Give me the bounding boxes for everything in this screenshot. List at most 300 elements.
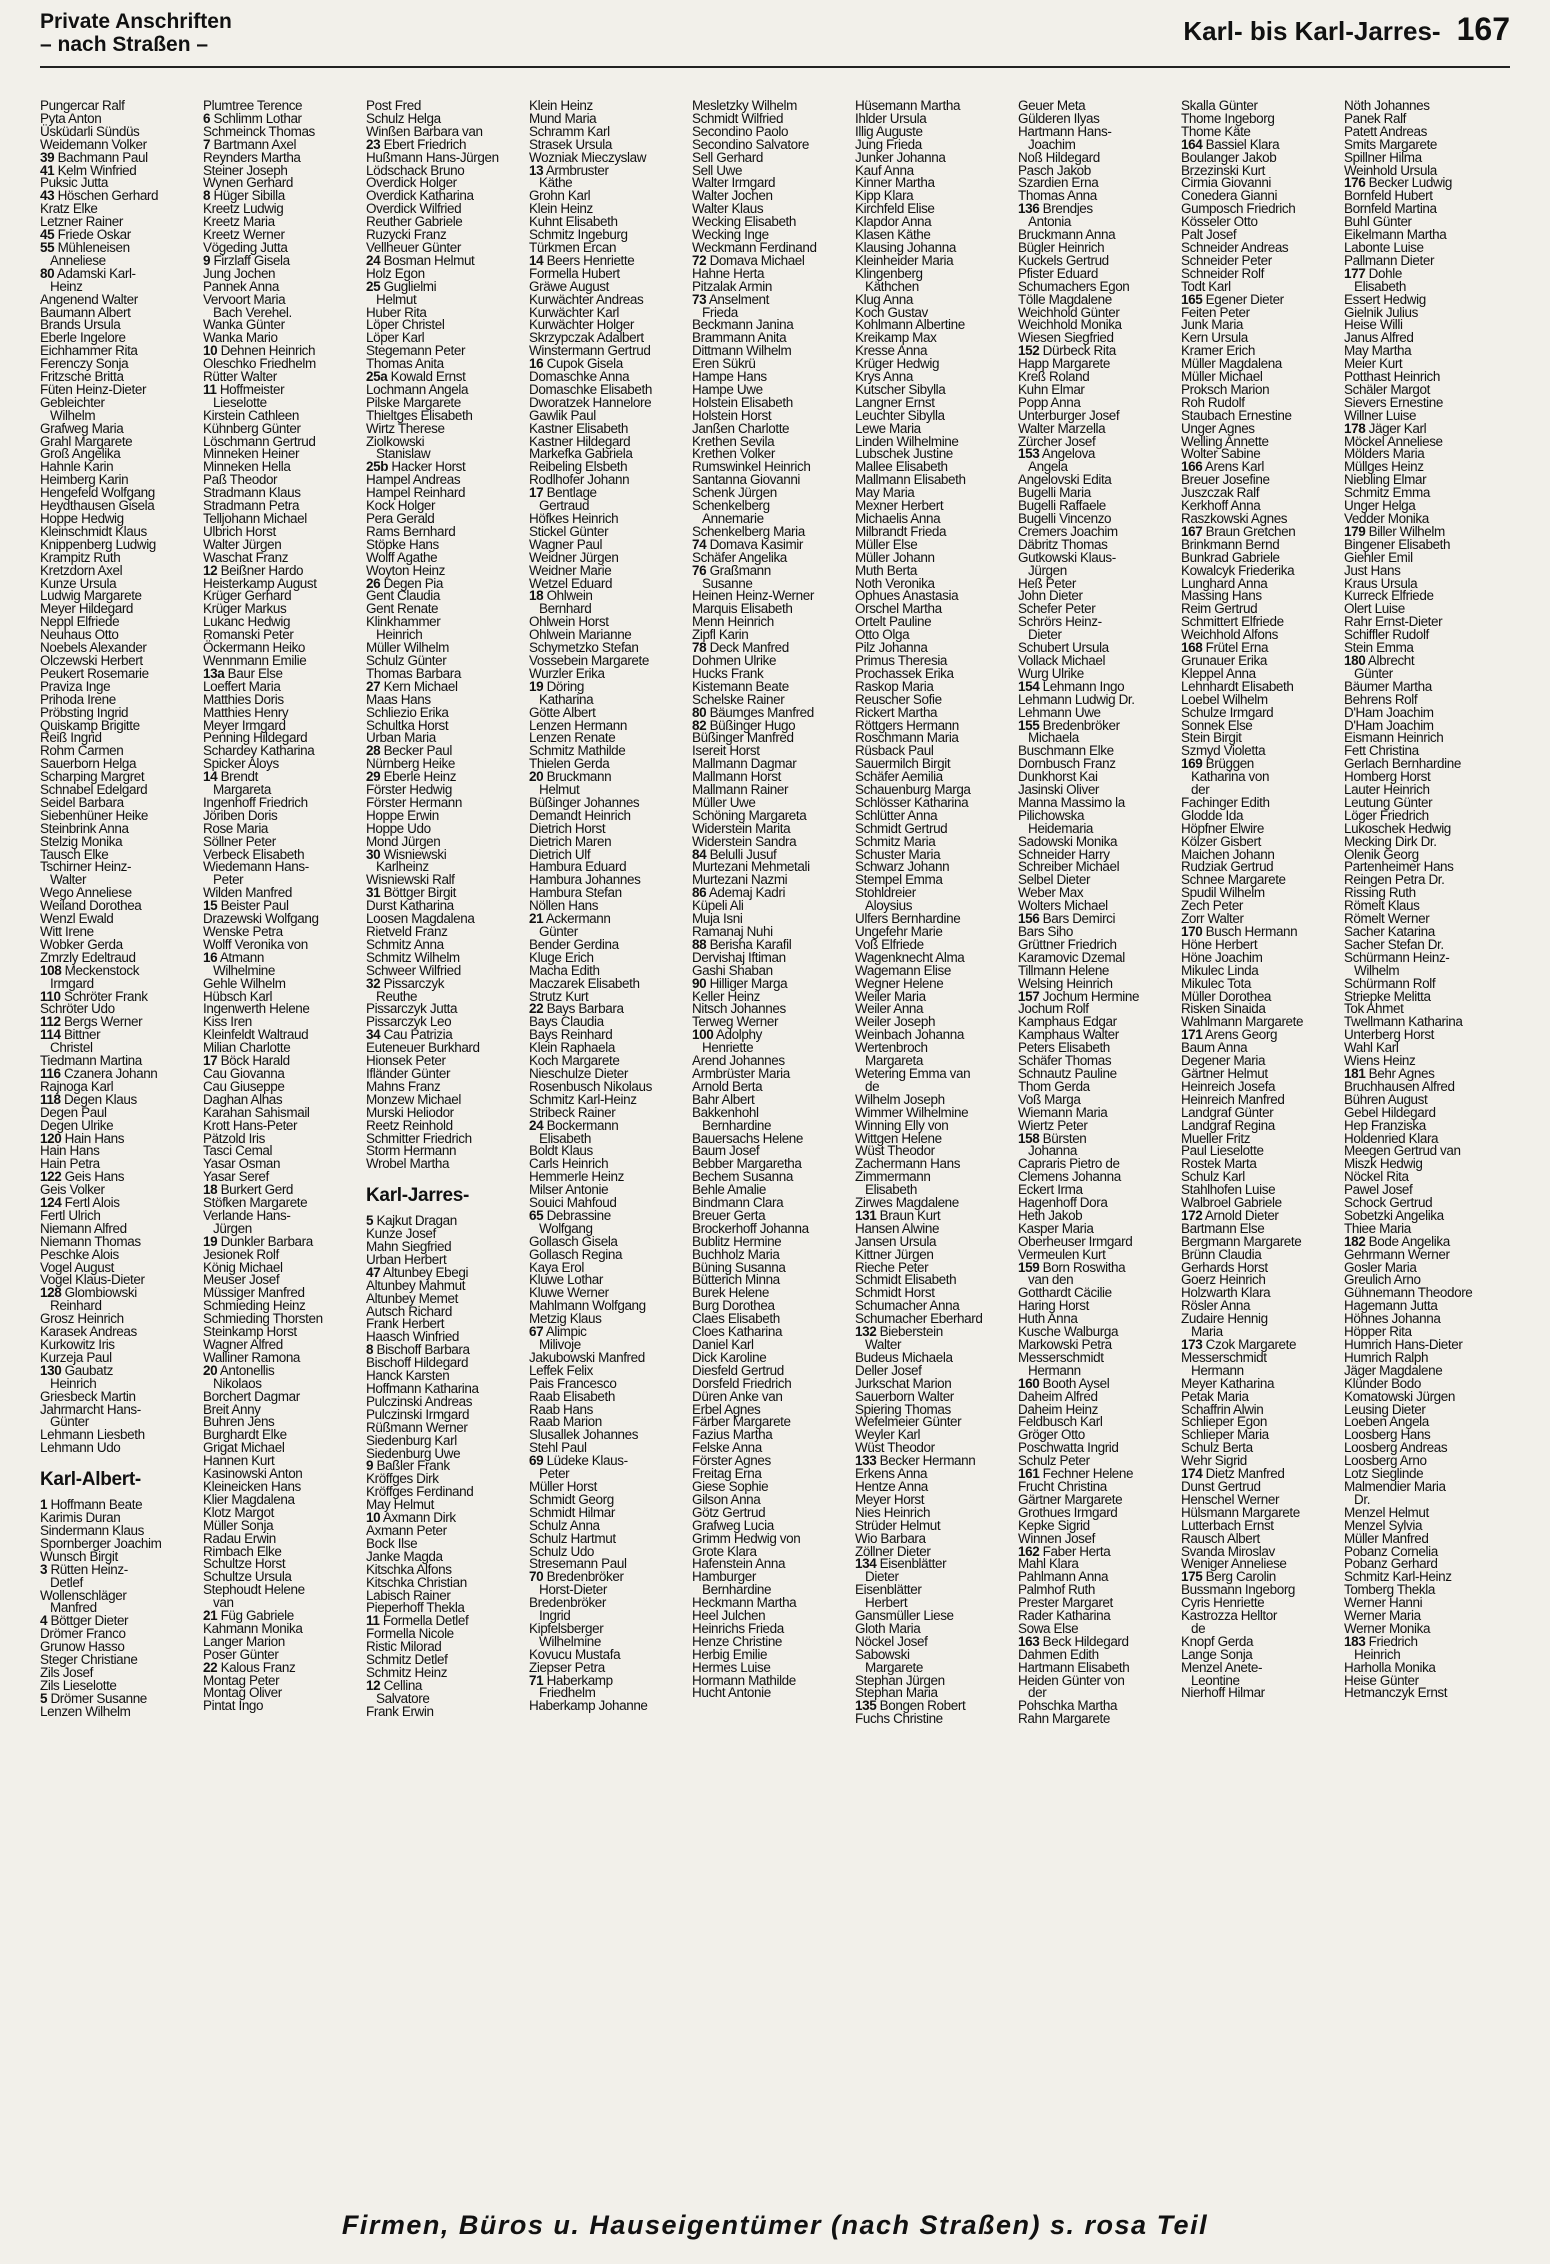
house-number: 3 (40, 1561, 48, 1577)
resident-entry: Schneider Harry (1018, 846, 1110, 862)
resident-entry: Zudaire Hennig (1181, 1311, 1268, 1327)
resident-entry: Arnold Berta (692, 1078, 763, 1094)
house-number: 21 (529, 911, 544, 927)
resident-entry: Holzwarth Klara (1181, 1285, 1271, 1301)
resident-entry: Bauersachs Helene (692, 1130, 804, 1146)
resident-entry: Buschmann Elke (1018, 743, 1114, 759)
resident-entry: Ludwig Margarete (40, 588, 142, 604)
resident-entry: Burghardt Elke (203, 1427, 287, 1443)
resident-entry: Nöth Johannes (1344, 100, 1430, 113)
resident-entry: Plumtree Terence (203, 100, 303, 113)
resident-entry: Hionsek Peter (366, 1053, 446, 1069)
resident-entry: Zimmermann (855, 1169, 931, 1185)
house-entry: 1 Hoffmann Beate (40, 1497, 143, 1513)
resident-entry: Sell Gerhard (692, 149, 763, 165)
house-number: 86 (692, 885, 707, 901)
entry-continuation: Milivoje (539, 1337, 581, 1352)
house-entry: 24 Bockermann (529, 1117, 619, 1133)
resident-entry: Henze Christine (692, 1633, 783, 1649)
house-number: 84 (692, 846, 707, 862)
resident-entry: Frank Erwin (366, 1703, 434, 1719)
house-number: 134 (855, 1556, 877, 1572)
resident-entry: Yasar Osman (203, 1156, 281, 1172)
resident-entry: Pilz Johanna (855, 640, 928, 656)
resident-entry: Greulich Arno (1344, 1272, 1421, 1288)
resident-entry: Wanka Günter (203, 317, 285, 333)
house-number: 16 (529, 356, 544, 372)
resident-entry: Lehmann Ludwig Dr. (1018, 691, 1135, 707)
resident-entry: Stöpke Hans (366, 536, 439, 552)
resident-entry: Mallmann Horst (692, 769, 781, 785)
resident-entry: Lauter Heinrich (1344, 782, 1430, 798)
resident-entry: Gosler Maria (1344, 1259, 1417, 1275)
entry-continuation: Dr. (1354, 1491, 1371, 1507)
resident-entry: Dorsfeld Friedrich (692, 1375, 792, 1391)
entry-continuation: Bernhardine (702, 1117, 772, 1133)
house-entry: 17 Böck Harald (203, 1053, 290, 1069)
entry-continuation: Leontine (1191, 1672, 1240, 1688)
resident-entry: Verbeck Elisabeth (203, 846, 305, 862)
resident-entry: Svanda Miroslav (1181, 1543, 1275, 1559)
house-entry: 14 Beers Henriette (529, 252, 635, 268)
resident-entry: Rodlhofer Johann (529, 472, 630, 488)
house-entry: 55 Mühleneisen (40, 239, 130, 255)
house-number: 80 (692, 704, 707, 720)
house-number: 112 (40, 1014, 61, 1030)
resident-entry: Müller Horst (529, 1478, 597, 1494)
resident-entry: Kamphaus Edgar (1018, 1014, 1117, 1030)
resident-entry: Kahmann Monika (203, 1620, 303, 1636)
resident-entry: Kurkowitz Iris (40, 1337, 115, 1352)
resident-entry: Kurwächter Holger (529, 317, 634, 333)
entry-continuation: Heinrich (50, 1375, 97, 1391)
resident-entry: Rudziak Gertrud (1181, 859, 1274, 875)
house-entry: 132 Bieberstein (855, 1324, 943, 1340)
resident-entry: Klasen Käthe (855, 227, 931, 243)
entry-continuation: de (1191, 1620, 1206, 1636)
entry-continuation: Karlheinz (376, 859, 429, 875)
resident-entry: Tasci Cemal (203, 1143, 273, 1159)
house-number: 114 (40, 1027, 61, 1043)
resident-entry: Janke Magda (366, 1548, 443, 1564)
house-number: 70 (529, 1569, 544, 1585)
house-entry: 65 Debrassine (529, 1207, 611, 1223)
resident-entry: Kastrozza Helltor (1181, 1608, 1277, 1624)
house-entry: 11 Formella Detlef (366, 1613, 469, 1629)
resident-entry: Füten Heinz-Dieter (40, 381, 147, 397)
resident-entry: Felske Anna (692, 1440, 762, 1456)
resident-entry: Kurwächter Karl (529, 304, 620, 320)
resident-entry: Spudil Wilhelm (1181, 885, 1265, 901)
entry-continuation: Stanislaw (376, 446, 431, 462)
resident-entry: Kasper Maria (1018, 1220, 1094, 1236)
resident-entry: Schnautz Pauline (1018, 1065, 1117, 1081)
resident-entry: Woyton Heinz (366, 562, 445, 578)
entry-continuation: Wilhelm (50, 407, 96, 423)
resident-entry: Hetmanczyk Ernst (1344, 1685, 1448, 1701)
house-number: 5 (40, 1690, 48, 1706)
resident-entry: Kutscher Sibylla (855, 381, 946, 397)
house-entry: 134 Eisenblätter (855, 1556, 947, 1572)
resident-entry: Weidemann Volker (40, 136, 147, 152)
resident-entry: Düren Anke van (692, 1388, 783, 1404)
house-number: 30 (366, 846, 381, 862)
page-number: 167 (1456, 11, 1510, 47)
resident-entry: Fritzsche Britta (40, 369, 124, 385)
resident-entry: Mund Maria (529, 110, 597, 126)
resident-entry: Grafweg Lucia (692, 1517, 774, 1533)
resident-entry: Strasek Ursula (529, 136, 612, 152)
resident-entry: Mölders Maria (1344, 446, 1425, 462)
house-entry: 73 Anselment (692, 291, 770, 307)
resident-entry: Labisch Rainer (366, 1587, 451, 1603)
resident-entry: Schlösser Katharina (855, 794, 969, 810)
resident-entry: Stohldreier (855, 885, 916, 901)
resident-entry: Gühnemann Theodore (1344, 1285, 1473, 1301)
resident-entry: Krüger Hedwig (855, 356, 940, 372)
resident-entry: Kunze Josef (366, 1226, 436, 1242)
resident-entry: Schulz Berta (1181, 1440, 1253, 1456)
house-entry: 25 Guglielmi (366, 278, 437, 294)
resident-entry: Heth Jakob (1018, 1207, 1083, 1223)
resident-entry: Schwarz Johann (855, 859, 950, 875)
resident-entry: Dohmen Ulrike (692, 652, 777, 668)
resident-entry: Landgraf Regina (1181, 1117, 1275, 1133)
resident-entry: Höpper Rita (1344, 1324, 1412, 1340)
resident-entry: Olenik Georg (1344, 846, 1419, 862)
resident-entry: Wefelmeier Günter (855, 1414, 962, 1430)
resident-entry: Schmittert Elfriede (1181, 614, 1284, 630)
entry-continuation: Bernhard (539, 601, 592, 617)
house-entry: 153 Angelova (1018, 446, 1096, 462)
resident-entry: Gashi Shaban (692, 962, 773, 978)
resident-entry: Wilden Manfred (203, 885, 292, 901)
resident-entry: Weidner Marie (529, 562, 612, 578)
resident-entry: Groß Angelika (40, 446, 121, 462)
resident-entry: Stegemann Peter (366, 343, 466, 359)
resident-entry: Loosberg Arno (1344, 1453, 1427, 1469)
resident-entry: Oberheuser Irmgard (1018, 1233, 1133, 1249)
resident-entry: Heisterkamp August (203, 575, 317, 591)
resident-entry: Clemens Johanna (1018, 1169, 1121, 1185)
resident-entry: Wiens Heinz (1344, 1053, 1416, 1069)
resident-entry: Rüßmann Werner (366, 1419, 468, 1435)
resident-entry: Lenzen Hermann (529, 717, 627, 733)
resident-entry: Wagner Paul (529, 536, 603, 552)
resident-entry: Höhnes Johanna (1344, 1311, 1441, 1327)
entry-continuation: Peter (213, 872, 244, 888)
resident-entry: Giese Sophie (692, 1478, 769, 1494)
resident-entry: Schmitz Ingeburg (529, 227, 628, 243)
resident-entry: Durst Katharina (366, 898, 454, 914)
entry-continuation: Johanna (1028, 1143, 1077, 1159)
resident-entry: Frank Herbert (366, 1316, 445, 1332)
resident-entry: Harholla Monika (1344, 1659, 1436, 1675)
resident-entry: Hain Hans (40, 1143, 100, 1159)
resident-entry: Voß Marga (1018, 1091, 1081, 1107)
house-entry: 7 Bartmann Axel (203, 136, 297, 152)
house-entry: 8 Bischoff Barbara (366, 1342, 470, 1358)
resident-entry: Meegen Gertrud van (1344, 1143, 1461, 1159)
resident-entry: Mallmann Elisabeth (855, 472, 966, 488)
resident-entry: Wiesen Siegfried (1018, 330, 1114, 346)
resident-entry: Vedder Monika (1344, 511, 1429, 526)
resident-entry: Maas Hans (366, 691, 431, 707)
resident-entry: Buhren Jens (203, 1414, 275, 1430)
house-number: 131 (855, 1207, 877, 1223)
entry-continuation: Katharina von (1191, 769, 1270, 785)
resident-entry: Weinhold Ursula (1344, 162, 1437, 178)
resident-entry: Reiß Ingrid (40, 730, 102, 746)
house-entry: 25a Kowald Ernst (366, 369, 466, 385)
resident-entry: Schmieding Heinz (203, 1298, 306, 1314)
resident-entry: Holstein Horst (692, 407, 772, 423)
resident-entry: Rohm Carmen (40, 743, 124, 759)
resident-entry: Pitzalak Armin (692, 278, 772, 294)
resident-entry: Sadowski Monika (1018, 833, 1118, 849)
resident-entry: Hemmerle Heinz (529, 1169, 624, 1185)
resident-entry: Meyer Katharina (1181, 1375, 1275, 1391)
resident-entry: Prochassek Erika (855, 665, 954, 681)
entry-continuation: Wolfgang (539, 1220, 593, 1236)
resident-entry: Pieperhoff Thekla (366, 1600, 465, 1616)
entry-continuation: Heinrich (1354, 1646, 1401, 1662)
resident-entry: Letzner Rainer (40, 214, 123, 230)
resident-entry: Stephan Jürgen (855, 1672, 945, 1688)
resident-entry: Arend Johannes (692, 1053, 785, 1069)
resident-entry: Heise Günter (1344, 1672, 1419, 1688)
resident-entry: Klier Magdalena (203, 1491, 295, 1507)
resident-entry: Sacher Stefan Dr. (1344, 936, 1444, 952)
resident-entry: Römelt Werner (1344, 911, 1430, 927)
resident-entry: Breuer Josefine (1181, 472, 1270, 488)
resident-entry: Pröbsting Ingrid (40, 704, 129, 720)
resident-entry: Schaffrin Alwin (1181, 1401, 1264, 1417)
house-entry: 74 Domava Kasimir (692, 536, 803, 552)
resident-entry: Walter Klaus (692, 201, 764, 217)
resident-entry: Hansen Alwine (855, 1220, 940, 1236)
resident-entry: Türkmen Ercan (529, 239, 617, 255)
house-number: 82 (692, 717, 707, 733)
entry-continuation: Manfred (50, 1600, 97, 1616)
house-number: 72 (692, 252, 707, 268)
resident-entry: Jurkschat Marion (855, 1375, 952, 1391)
resident-entry: May Martha (1344, 343, 1412, 359)
house-entry: 128 Glombiowski (40, 1285, 137, 1301)
resident-entry: Schenkelberg Maria (692, 523, 805, 539)
footer-note: Firmen, Büros u. Hauseigentümer (nach Straßen) s. rosa Teil (341, 2210, 1209, 2240)
resident-entry: Schymetzko Stefan (529, 640, 639, 656)
resident-entry: Carls Heinrich (529, 1156, 609, 1172)
resident-entry: Schmitz Karl-Heinz (1344, 1569, 1452, 1585)
resident-entry: Lewe Maria (855, 420, 921, 436)
resident-entry: Hampel Reinhard (366, 485, 466, 501)
resident-entry: Wimmer Wilhelmine (855, 1104, 969, 1120)
resident-entry: Stempel Emma (855, 872, 943, 888)
resident-entry: Cremers Joachim (1018, 523, 1118, 539)
entry-continuation: Lieselotte (213, 394, 267, 410)
resident-entry: Grimm Hedwig von (692, 1530, 801, 1546)
resident-entry: Pais Francesco (529, 1375, 617, 1391)
resident-entry: Götte Albert (529, 704, 596, 720)
resident-entry: Müller Magdalena (1181, 356, 1282, 372)
resident-entry: Strutz Kurt (529, 988, 589, 1004)
resident-entry: Höpfner Elwire (1181, 820, 1264, 836)
resident-entry: Burg Dorothea (692, 1298, 775, 1314)
resident-entry: Komatowski Jürgen (1344, 1388, 1456, 1404)
resident-entry: Schliezio Erika (366, 704, 449, 720)
house-number: 128 (40, 1285, 62, 1301)
house-number: 29 (366, 769, 381, 785)
house-number: 19 (203, 1233, 218, 1249)
resident-entry: Höfkes Heinrich (529, 511, 619, 526)
resident-entry: Kleinschmidt Klaus (40, 523, 147, 539)
entry-continuation: der (1191, 782, 1210, 798)
resident-entry: Happ Margarete (1018, 356, 1110, 372)
resident-entry: Winning Elly von (855, 1117, 949, 1133)
resident-entry: Pintat Ingo (203, 1698, 264, 1714)
entry-continuation: Margareta (213, 782, 271, 798)
resident-entry: Patett Andreas (1344, 123, 1427, 139)
resident-entry: Däbritz Thomas (1018, 536, 1108, 552)
resident-entry: Claes Elisabeth (692, 1311, 780, 1327)
resident-entry: Ungefehr Marie (855, 924, 943, 939)
resident-entry: Kipfelsberger (529, 1620, 604, 1636)
resident-entry: Niemann Thomas (40, 1233, 141, 1249)
resident-entry: Kluwe Werner (529, 1285, 609, 1301)
house-entry: 10 Axmann Dirk (366, 1510, 456, 1526)
resident-entry: Lotz Sieglinde (1344, 1466, 1424, 1482)
resident-entry: Montag Oliver (203, 1685, 282, 1701)
house-number: 171 (1181, 1027, 1203, 1043)
resident-entry: Baumann Albert (40, 304, 131, 320)
resident-entry: Menn Heinrich (692, 614, 774, 630)
house-number: 22 (203, 1659, 218, 1675)
resident-entry: Thomas Anna (1018, 188, 1097, 204)
resident-entry: Schubert Ursula (1018, 640, 1109, 656)
resident-entry: Budeus Michaela (855, 1349, 953, 1365)
resident-entry: Grote Klara (692, 1543, 757, 1559)
resident-entry: Steiner Joseph (203, 162, 288, 178)
resident-entry: Murtezani Nazmi (692, 872, 788, 888)
resident-entry: Schmeinck Thomas (203, 123, 315, 139)
resident-entry: Pasch Jakob (1018, 162, 1091, 178)
resident-entry: Weyler Karl (855, 1427, 921, 1443)
resident-entry: Freitag Erna (692, 1466, 762, 1482)
house-number: 161 (1018, 1466, 1040, 1482)
house-entry: 180 Albrecht (1344, 652, 1415, 668)
resident-entry: Junk Maria (1181, 317, 1244, 333)
entry-continuation: Dieter (1028, 627, 1062, 643)
house-entry: 30 Wisniewski (366, 846, 447, 862)
resident-entry: Grunow Hasso (40, 1639, 125, 1655)
resident-entry: Müllges Heinz (1344, 459, 1424, 475)
resident-entry: Reetz Reinhold (366, 1117, 453, 1133)
resident-entry: Walbroel Gabriele (1181, 1195, 1282, 1211)
resident-entry: Rosenbusch Nikolaus (529, 1078, 652, 1094)
house-entry: 70 Bredenbröker (529, 1569, 624, 1585)
resident-entry: Mahn Siegfried (366, 1239, 452, 1255)
resident-entry: Küpeli Ali (692, 898, 744, 914)
resident-entry: Leutung Günter (1344, 794, 1433, 810)
house-entry: 32 Pissarczyk (366, 975, 445, 991)
resident-entry: Kretzdorn Axel (40, 562, 123, 578)
resident-entry: Gebel Hildegard (1344, 1104, 1436, 1120)
resident-entry: Diesfeld Gertrud (692, 1362, 784, 1378)
house-number: 174 (1181, 1466, 1203, 1482)
house-number: 10 (203, 343, 218, 359)
resident-entry: Schelske Rainer (692, 691, 785, 707)
resident-entry: Loeben Angela (1344, 1414, 1429, 1430)
resident-entry: Kirchfeld Elise (855, 201, 935, 217)
house-entry: 20 Antonellis (203, 1362, 275, 1378)
resident-entry: Smits Margarete (1344, 136, 1438, 152)
resident-entry: Sindermann Klaus (40, 1522, 144, 1538)
resident-entry: Jesionek Rolf (203, 1246, 279, 1262)
resident-entry: Miszk Hedwig (1344, 1156, 1423, 1172)
resident-entry: Bindmann Clara (692, 1195, 784, 1211)
resident-entry: Hermes Luise (692, 1659, 771, 1675)
resident-entry: Mesletzky Wilhelm (692, 100, 797, 113)
resident-entry: Kramer Erich (1181, 343, 1255, 359)
resident-entry: Üsküdarli Sündüs (40, 123, 140, 139)
resident-entry: Cau Giuseppe (203, 1078, 285, 1094)
resident-entry: Büßinger Manfred (692, 730, 794, 746)
resident-entry: Cyris Henriette (1181, 1595, 1265, 1611)
resident-entry: Schmitz Anna (366, 936, 444, 952)
header-rule (40, 66, 1510, 68)
resident-entry: Stelzig Monika (40, 833, 123, 849)
house-entry: 154 Lehmann Ingo (1018, 678, 1125, 694)
resident-entry: Bergmann Margarete (1181, 1233, 1302, 1249)
resident-entry: Jakubowski Manfred (529, 1349, 645, 1365)
resident-entry: Hengefeld Wolfgang (40, 485, 155, 501)
directory-column-5 (692, 100, 850, 2190)
house-entry: 8 Hüger Sibilla (203, 188, 285, 204)
resident-entry: Winßen Barbara van (366, 123, 483, 139)
resident-entry: Pahlmann Anna (1018, 1569, 1109, 1585)
house-number: 88 (692, 936, 707, 952)
house-number: 124 (40, 1195, 62, 1211)
resident-entry: Walliner Ramona (203, 1349, 301, 1365)
resident-entry: Schultka Horst (366, 717, 449, 733)
resident-entry: Bugelli Vincenzo (1018, 511, 1112, 526)
entry-continuation: Günter (50, 1414, 89, 1430)
resident-entry: Marquis Elisabeth (692, 601, 793, 617)
house-entry: 175 Berg Carolin (1181, 1569, 1276, 1585)
resident-entry: Heise Willi (1344, 317, 1403, 333)
house-number: 4 (40, 1613, 48, 1629)
resident-entry: Kreikamp Max (855, 330, 937, 346)
resident-entry: Baum Anna (1181, 1040, 1248, 1056)
resident-entry: Schürmann Heinz- (1344, 949, 1450, 965)
resident-entry: Kluwe Lothar (529, 1272, 603, 1288)
resident-entry: Breit Anny (203, 1401, 261, 1417)
house-number: 26 (366, 575, 381, 591)
resident-entry: Bühren August (1344, 1091, 1428, 1107)
house-number: 160 (1018, 1375, 1040, 1391)
entry-continuation: Michaela (1028, 730, 1079, 746)
resident-entry: Gloth Maria (855, 1620, 921, 1636)
resident-entry: Kuhnt Elisabeth (529, 214, 618, 230)
resident-entry: Gerhards Horst (1181, 1259, 1268, 1275)
entry-continuation: Käthe (539, 175, 573, 191)
resident-entry: Wennmann Emilie (203, 652, 307, 668)
header-range-label: Karl- bis Karl-Jarres- (1183, 16, 1441, 46)
resident-entry: Bender Gerdina (529, 936, 619, 952)
resident-entry: Stephan Maria (855, 1685, 938, 1701)
resident-entry: Klinkhammer (366, 614, 441, 630)
